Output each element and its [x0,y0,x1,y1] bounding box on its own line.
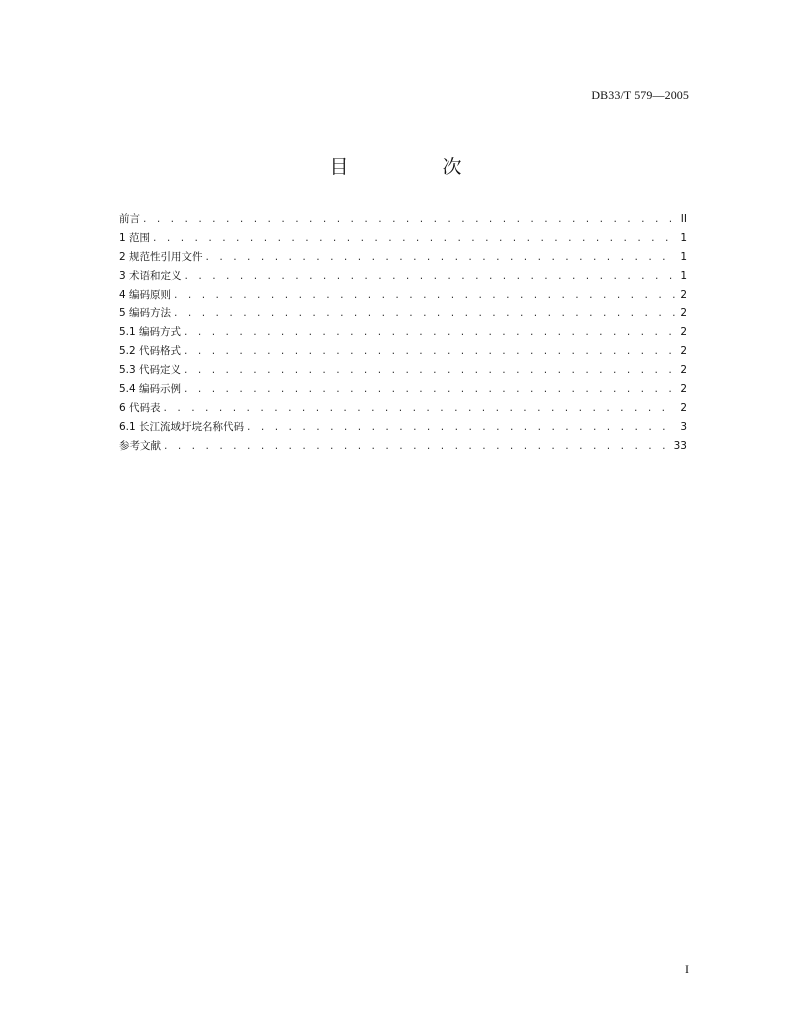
document-code: DB33/T 579—2005 [591,88,689,102]
toc-entry-label: 6.1 长江流域圩垸名称代码 [119,420,245,433]
toc-entry-scope[interactable] [119,230,687,249]
toc-entry-label: 参考文献 [119,439,161,452]
toc-entry-page: 2 [680,383,687,396]
toc-entry-code-table[interactable] [119,400,687,419]
toc-entry-label: 5.1 编码方式 [119,326,182,339]
toc-entry-coding-mode[interactable] [119,324,687,343]
toc-entry-label: 1 范围 [119,231,151,244]
page-number: I [685,962,689,976]
toc-entry-label: 3 术语和定义 [119,269,182,282]
toc-entry-label: 6 代码表 [119,401,161,414]
dot-leader [183,366,676,376]
dot-leader [142,215,677,225]
toc-entry-foreword[interactable] [119,211,687,230]
toc-entry-page: 2 [680,288,687,301]
dot-leader [183,385,676,395]
toc-entry-page: 3 [680,420,687,433]
dot-leader [183,347,676,357]
toc-entry-normative-references[interactable] [119,249,687,268]
toc-entry-page: 2 [680,364,687,377]
dot-leader [163,442,670,452]
dot-leader [163,404,677,414]
toc-entry-code-format[interactable] [119,343,687,362]
toc-entry-page: 2 [680,345,687,358]
toc-entry-label: 4 编码原则 [119,288,172,301]
toc-entry-label: 5 编码方法 [119,307,172,320]
toc-entry-yangtze-polder-codes[interactable] [119,419,687,438]
toc-entry-page: 1 [680,250,687,263]
dot-leader [173,309,676,319]
toc-entry-label: 5.4 编码示例 [119,383,182,396]
toc-entry-coding-methods[interactable] [119,305,687,324]
toc-entry-coding-examples[interactable] [119,381,687,400]
dot-leader [246,423,676,433]
dot-leader [205,253,677,263]
table-of-contents [119,211,687,457]
dot-leader [173,291,676,301]
toc-entry-code-definition[interactable] [119,362,687,381]
page-title: 目 次 [329,156,506,178]
toc-entry-page: 1 [680,231,687,244]
toc-entry-page: II [680,213,687,225]
toc-entry-label: 前言 [119,213,140,225]
toc-entry-coding-principles[interactable] [119,287,687,306]
toc-entry-terms-definitions[interactable] [119,268,687,287]
toc-entry-page: 2 [680,326,687,339]
toc-entry-page: 2 [680,401,687,414]
toc-entry-page: 2 [680,307,687,320]
toc-entry-page: 1 [680,269,687,282]
dot-leader [184,272,677,282]
dot-leader [183,328,676,338]
toc-entry-bibliography[interactable] [119,438,687,457]
toc-entry-label: 5.3 代码定义 [119,364,182,377]
toc-entry-label: 5.2 代码格式 [119,345,182,358]
toc-entry-page: 33 [673,439,687,452]
toc-entry-label: 2 规范性引用文件 [119,250,203,263]
dot-leader [152,234,676,244]
